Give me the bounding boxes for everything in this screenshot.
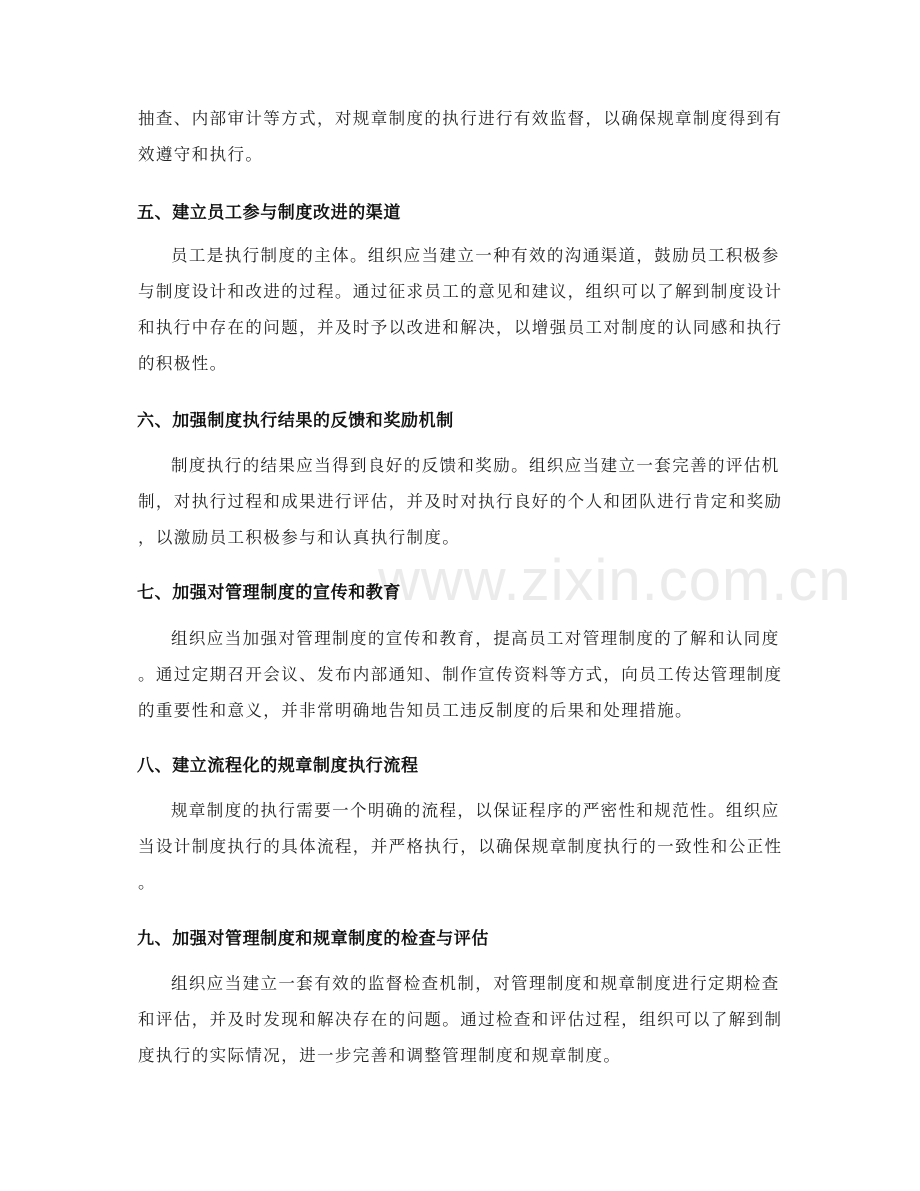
paragraph-line: 员工是执行制度的主体。组织应当建立一种有效的沟通渠道，鼓励员工积极参	[171, 246, 780, 265]
paragraph-section-6	[138, 448, 788, 556]
paragraph-line: 规章制度的执行需要一个明确的流程，以保证程序的严密性和规范性。组织应	[171, 801, 780, 820]
paragraph-intro	[138, 101, 788, 173]
paragraph-section-5	[138, 238, 788, 382]
watermark: www.zixin.com.cn	[378, 548, 852, 613]
paragraph-section-8	[138, 793, 788, 901]
paragraph-line: 。通过定期召开会议、发布内部通知、制作宣传资料等方式，向员工传达管理制度	[138, 665, 783, 684]
paragraph-section-9	[138, 966, 788, 1074]
section-heading-6: 六、加强制度执行结果的反馈和奖励机制	[137, 411, 454, 431]
section-heading-5: 五、建立员工参与制度改进的渠道	[137, 203, 401, 223]
section-heading-9: 九、加强对管理制度和规章制度的检查与评估	[137, 929, 489, 949]
section-heading-8: 八、建立流程化的规章制度执行流程	[137, 756, 419, 776]
paragraph-line: 。	[138, 873, 156, 892]
paragraph-line: 组织应当加强对管理制度的宣传和教育，提高员工对管理制度的了解和认同度	[171, 629, 780, 648]
paragraph-line: 与制度设计和改进的过程。通过征求员工的意见和建议，组织可以了解到制度设计	[138, 282, 783, 301]
paragraph-line: 制度执行的结果应当得到良好的反馈和奖励。组织应当建立一套完善的评估机	[171, 456, 780, 475]
paragraph-line: 和执行中存在的问题，并及时予以改进和解决，以增强员工对制度的认同感和执行	[138, 318, 783, 337]
paragraph-line: 和评估，并及时发现和解决存在的问题。通过检查和评估过程，组织可以了解到制	[138, 1010, 783, 1029]
paragraph-line: 组织应当建立一套有效的监督检查机制，对管理制度和规章制度进行定期检查	[171, 974, 780, 993]
paragraph-line: 效遵守和执行。	[138, 145, 264, 164]
paragraph-line: 度执行的实际情况，进一步完善和调整管理制度和规章制度。	[138, 1046, 622, 1065]
paragraph-line: 制，对执行过程和成果进行评估，并及时对执行良好的个人和团队进行肯定和奖励	[138, 492, 783, 511]
paragraph-line: 的积极性。	[138, 354, 228, 373]
paragraph-line: ，以激励员工积极参与和认真执行制度。	[138, 528, 461, 547]
paragraph-line: 当设计制度执行的具体流程，并严格执行，以确保规章制度执行的一致性和公正性	[138, 837, 783, 856]
paragraph-line: 的重要性和意义，并非常明确地告知员工违反制度的后果和处理措施。	[138, 701, 693, 720]
paragraph-line: 抽查、内部审计等方式，对规章制度的执行进行有效监督，以确保规章制度得到有	[138, 109, 783, 128]
section-heading-7: 七、加强对管理制度的宣传和教育	[137, 583, 401, 603]
paragraph-section-7	[138, 621, 788, 729]
